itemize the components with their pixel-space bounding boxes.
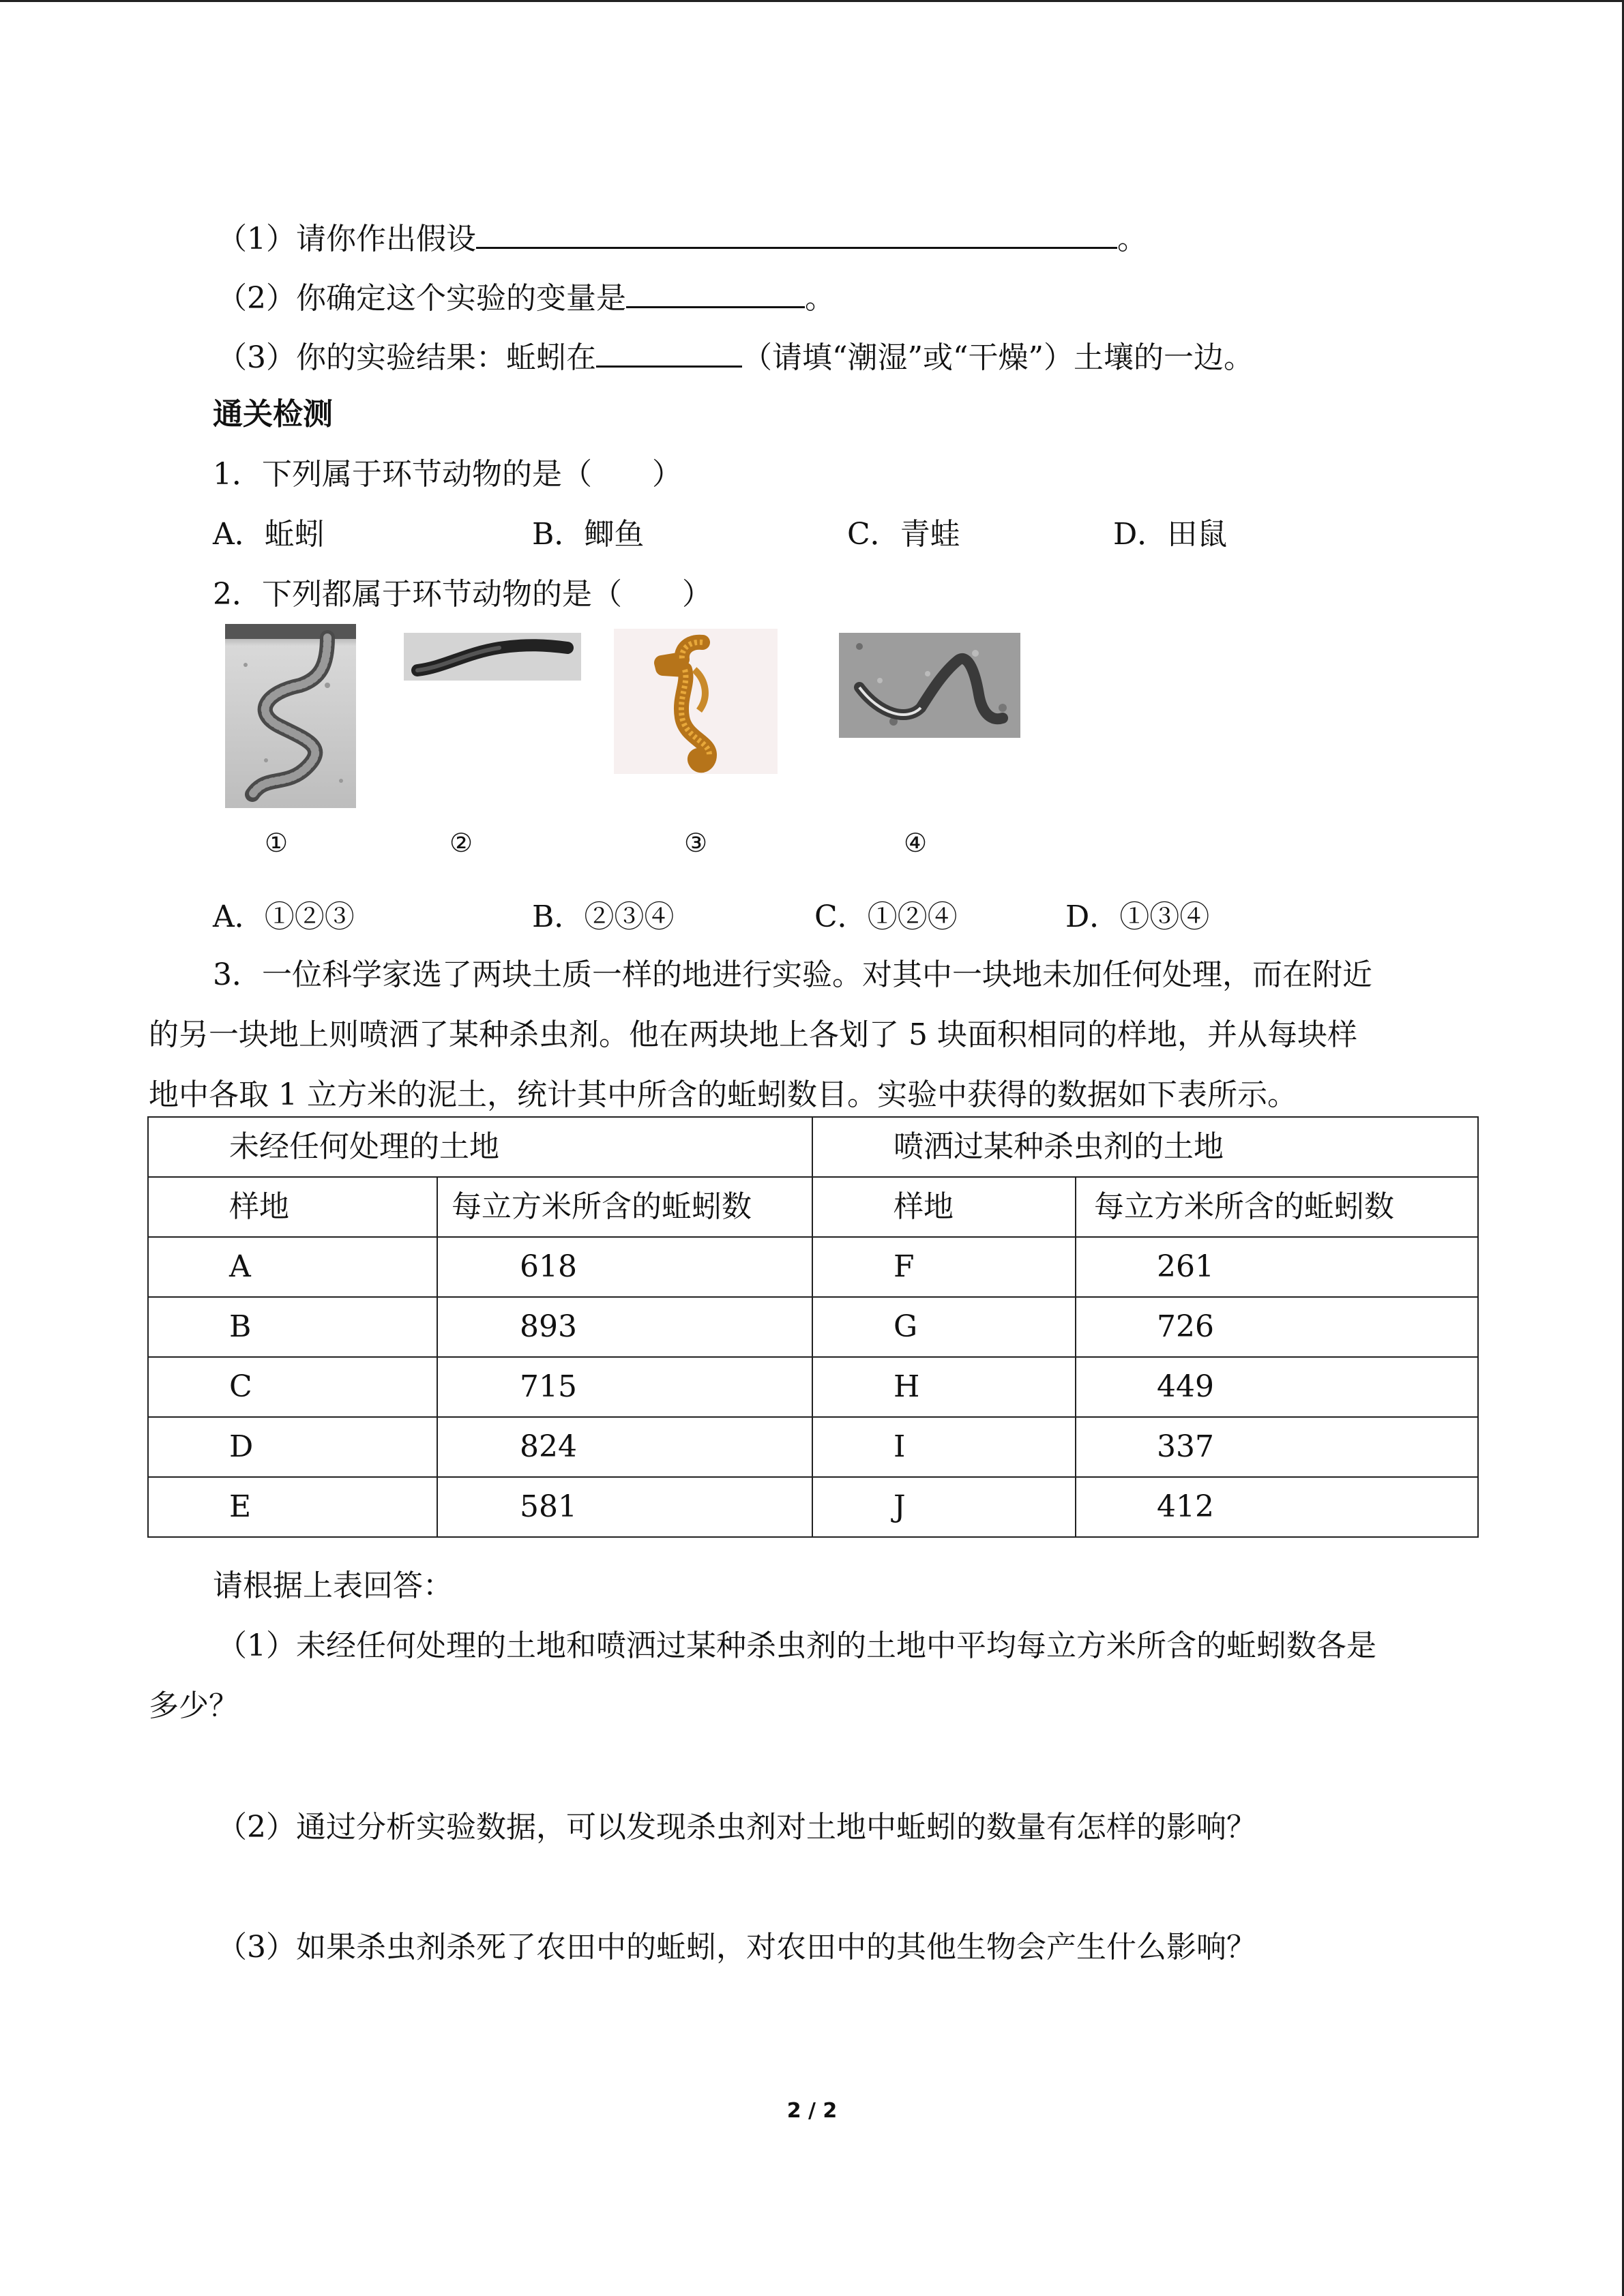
table-cell: 449	[1076, 1357, 1478, 1417]
question-1-stem: 1．下列属于环节动物的是（ ）	[213, 457, 682, 492]
table-cell: 824	[437, 1417, 812, 1477]
exp-question-3	[217, 334, 1254, 378]
q1-option-b[interactable]: B．鲫鱼	[532, 517, 645, 552]
table-cell: D	[148, 1417, 437, 1477]
answer-intro: 请根据上表回答：	[213, 1568, 453, 1603]
question-3-line-3: 地中各取 1 立方米的泥土，统计其中所含的蚯蚓数目。实验中获得的数据如下表所示。	[149, 1077, 1297, 1112]
table-cell: B	[148, 1297, 437, 1357]
sub-question-1-line-1: （1）未经任何处理的土地和喷洒过某种杀虫剂的土地中平均每立方米所含的蚯蚓数各是	[217, 1628, 1376, 1663]
sub-question-3: （3）如果杀虫剂杀死了农田中的蚯蚓，对农田中的其他生物会产生什么影响？	[217, 1930, 1256, 1965]
table-cell: J	[812, 1477, 1076, 1537]
table-cell: E	[148, 1477, 437, 1537]
table-cell: C	[148, 1357, 437, 1417]
answer-blank-hypothesis[interactable]	[476, 215, 1117, 249]
image-label-1: ①	[264, 828, 289, 858]
table-row	[148, 1477, 1478, 1537]
page-border-top	[0, 0, 1624, 2]
image-label-3: ③	[683, 828, 708, 858]
image-label-4: ④	[903, 828, 928, 858]
table-group-header: 未经任何处理的土地	[148, 1117, 812, 1177]
table-sub-header-row	[148, 1177, 1478, 1237]
table-cell: 726	[1076, 1297, 1478, 1357]
exp-q2-text: （2）你确定这个实验的变量是	[217, 281, 626, 316]
exp-q2-suffix: 。	[805, 281, 835, 316]
earthworm-image	[225, 624, 356, 808]
seahorse-image	[614, 629, 778, 774]
table-cell: H	[812, 1357, 1076, 1417]
answer-blank-result[interactable]	[596, 334, 742, 368]
lizard-image	[839, 633, 1020, 738]
table-column-header: 每立方米所含的蚯蚓数	[437, 1177, 812, 1237]
table-cell: G	[812, 1297, 1076, 1357]
table-group-header-row	[148, 1117, 1478, 1177]
table-cell: 618	[437, 1237, 812, 1297]
table-cell: 581	[437, 1477, 812, 1537]
question-2-stem: 2．下列都属于环节动物的是（ ）	[213, 577, 712, 612]
table-cell: 893	[437, 1297, 812, 1357]
table-cell: A	[148, 1237, 437, 1297]
exp-question-1	[217, 215, 1147, 260]
exp-q3-suffix: （请填“潮湿”或“干燥”）土壤的一边。	[742, 340, 1254, 375]
q2-option-d[interactable]: D．①③④	[1065, 899, 1210, 934]
table-cell: F	[812, 1237, 1076, 1297]
table-column-header: 每立方米所含的蚯蚓数	[1076, 1177, 1478, 1237]
answer-blank-variable[interactable]	[626, 275, 805, 308]
q1-option-a[interactable]: A．蚯蚓	[213, 517, 325, 552]
exp-q1-text: （1）请你作出假设	[217, 222, 476, 256]
sub-question-2: （2）通过分析实验数据，可以发现杀虫剂对土地中蚯蚓的数量有怎样的影响？	[217, 1810, 1256, 1845]
table-cell: 261	[1076, 1237, 1478, 1297]
exp-question-2	[217, 275, 835, 319]
table-row	[148, 1297, 1478, 1357]
image-label-2: ②	[449, 828, 473, 858]
q1-option-c[interactable]: C．青蛙	[847, 517, 960, 552]
table-cell: I	[812, 1417, 1076, 1477]
page-number: 2 / 2	[786, 2099, 838, 2123]
exp-q1-suffix: 。	[1117, 222, 1147, 256]
table-column-header: 样地	[812, 1177, 1076, 1237]
eel-image	[404, 633, 581, 681]
table-cell: 337	[1076, 1417, 1478, 1477]
table-cell: 715	[437, 1357, 812, 1417]
q2-option-c[interactable]: C．①②④	[814, 899, 958, 934]
earthworm-data-table	[147, 1116, 1479, 1538]
q1-option-d[interactable]: D．田鼠	[1113, 517, 1228, 552]
table-cell: 412	[1076, 1477, 1478, 1537]
q2-option-a[interactable]: A．①②③	[213, 899, 355, 934]
question-3-line-1: 3．一位科学家选了两块土质一样的地进行实验。对其中一块地未加任何处理，而在附近	[213, 957, 1372, 992]
q2-option-b[interactable]: B．②③④	[532, 899, 675, 934]
table-row	[148, 1357, 1478, 1417]
table-column-header: 样地	[148, 1177, 437, 1237]
sub-question-1-line-2: 多少？	[149, 1688, 239, 1723]
table-row	[148, 1237, 1478, 1297]
table-group-header: 喷洒过某种杀虫剂的土地	[812, 1117, 1478, 1177]
table-row	[148, 1417, 1478, 1477]
section-title: 通关检测	[213, 397, 333, 432]
question-3-line-2: 的另一块地上则喷洒了某种杀虫剂。他在两块地上各划了 5 块面积相同的样地，并从每块样	[149, 1017, 1357, 1052]
exp-q3-text: （3）你的实验结果：蚯蚓在	[217, 340, 596, 375]
